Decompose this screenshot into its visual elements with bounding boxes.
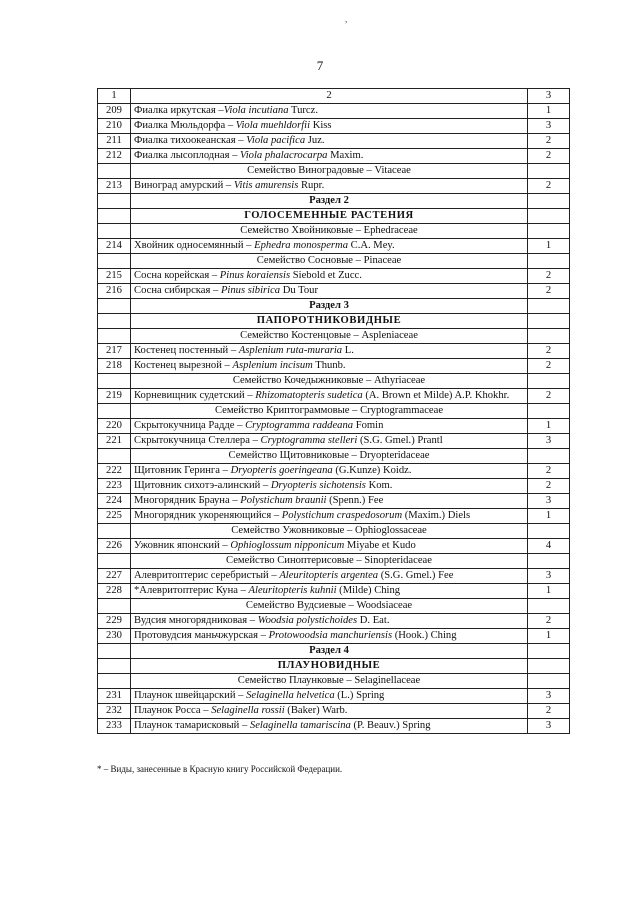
species-author: (Milde) Ching — [336, 585, 401, 596]
species-number: 215 — [98, 269, 131, 284]
status-category: 3 — [528, 494, 570, 509]
family-heading: Семейство Хвойниковые – Ephedraceae — [131, 224, 528, 239]
species-latin-name: Polystichum craspedosorum — [281, 510, 403, 521]
status-category: 1 — [528, 104, 570, 119]
species-russian-name: Фиалка Мюльдорфа – — [134, 120, 236, 131]
empty-cell — [528, 659, 570, 674]
scan-mark: , — [345, 14, 348, 24]
species-author: (Maxim.) Diels — [402, 510, 471, 521]
status-category: 1 — [528, 239, 570, 254]
species-row — [98, 419, 570, 434]
species-row — [98, 359, 570, 374]
species-row — [98, 464, 570, 479]
status-category: 2 — [528, 134, 570, 149]
species-number: 224 — [98, 494, 131, 509]
species-russian-name: Корневищник судетский – — [134, 390, 256, 401]
species-author: Turcz. — [288, 105, 318, 116]
species-number: 222 — [98, 464, 131, 479]
status-category: 2 — [528, 344, 570, 359]
species-author: Fomin — [353, 420, 384, 431]
empty-cell — [98, 224, 131, 239]
species-author: Du Tour — [280, 285, 318, 296]
status-category: 1 — [528, 584, 570, 599]
species-russian-name: Щитовник сихотэ-алинский – — [134, 480, 271, 491]
species-name — [131, 389, 528, 404]
family-heading: Семейство Кочедыжниковые – Athyriaceae — [131, 374, 528, 389]
species-author: Miyabe et Kudo — [344, 540, 416, 551]
species-russian-name: Фиалка иркутская – — [134, 105, 224, 116]
family-heading-row — [98, 554, 570, 569]
species-row — [98, 569, 570, 584]
family-heading-row — [98, 224, 570, 239]
species-name — [131, 569, 528, 584]
species-row — [98, 704, 570, 719]
family-heading-row — [98, 254, 570, 269]
species-name — [131, 149, 528, 164]
species-name — [131, 434, 528, 449]
species-number: 220 — [98, 419, 131, 434]
species-number: 226 — [98, 539, 131, 554]
species-russian-name: Сосна сибирская – — [134, 285, 221, 296]
species-number: 213 — [98, 179, 131, 194]
species-name — [131, 614, 528, 629]
header-col-2: 2 — [131, 89, 528, 104]
family-heading: Семейство Криптограммовые – Cryptogrammaceae — [131, 404, 528, 419]
species-number: 229 — [98, 614, 131, 629]
species-russian-name: Многорядник Брауна – — [134, 495, 241, 506]
empty-cell — [528, 194, 570, 209]
species-latin-name: Viola phalacrocarpa — [240, 150, 328, 161]
status-category: 2 — [528, 614, 570, 629]
species-russian-name: Алевритоптерис серебристый – — [134, 570, 280, 581]
section-heading-row — [98, 194, 570, 209]
footnote: * – Виды, занесенные в Красную книгу Российской Федерации. — [97, 764, 343, 774]
species-latin-name: Pinus sibirica — [220, 285, 281, 296]
species-russian-name: Виноград амурский – — [134, 180, 234, 191]
empty-cell — [98, 374, 131, 389]
status-category: 2 — [528, 149, 570, 164]
empty-cell — [528, 254, 570, 269]
family-heading-row — [98, 404, 570, 419]
section-heading-row — [98, 644, 570, 659]
species-number: 217 — [98, 344, 131, 359]
species-author: D. Eat. — [357, 615, 390, 626]
status-category: 2 — [528, 389, 570, 404]
empty-cell — [528, 224, 570, 239]
species-row — [98, 494, 570, 509]
species-latin-name: Ophioglossum nipponicum — [230, 540, 345, 551]
empty-cell — [98, 524, 131, 539]
species-number: 218 — [98, 359, 131, 374]
species-table — [97, 88, 570, 734]
species-name — [131, 119, 528, 134]
species-name — [131, 104, 528, 119]
species-number: 230 — [98, 629, 131, 644]
species-russian-name: Скрытокучница Радде – — [134, 420, 246, 431]
group-heading: ПАПОРОТНИКОВИДНЫЕ — [131, 314, 528, 329]
empty-cell — [528, 554, 570, 569]
species-row — [98, 119, 570, 134]
species-name — [131, 629, 528, 644]
species-name — [131, 359, 528, 374]
empty-cell — [528, 164, 570, 179]
species-number: 214 — [98, 239, 131, 254]
group-heading-row — [98, 209, 570, 224]
species-row — [98, 104, 570, 119]
family-heading-row — [98, 164, 570, 179]
species-author: L. — [342, 345, 354, 356]
species-latin-name: Cryptogramma raddeana — [245, 420, 354, 431]
species-name — [131, 584, 528, 599]
species-russian-name: Фиалка лысоплодная – — [134, 150, 241, 161]
species-author: (G.Kunze) Koidz. — [332, 465, 412, 476]
species-latin-name: Rhizomatopteris sudetica — [255, 390, 363, 401]
species-author: Juz. — [305, 135, 325, 146]
species-row — [98, 629, 570, 644]
species-author: (S.G. Gmel.) Prantl — [357, 435, 443, 446]
empty-cell — [98, 554, 131, 569]
family-heading-row — [98, 524, 570, 539]
status-category: 3 — [528, 569, 570, 584]
status-category: 3 — [528, 434, 570, 449]
family-heading: Семейство Костенцовые – Aspleniaceae — [131, 329, 528, 344]
status-category: 1 — [528, 509, 570, 524]
section-heading: Раздел 4 — [131, 644, 528, 659]
species-number: 232 — [98, 704, 131, 719]
empty-cell — [98, 404, 131, 419]
species-latin-name: Dryopteris sichotensis — [270, 480, 366, 491]
species-number: 223 — [98, 479, 131, 494]
species-author: (Spenn.) Fee — [326, 495, 384, 506]
empty-cell — [98, 254, 131, 269]
family-heading-row — [98, 599, 570, 614]
empty-cell — [528, 599, 570, 614]
species-row — [98, 344, 570, 359]
status-category: 3 — [528, 119, 570, 134]
species-number: 228 — [98, 584, 131, 599]
species-latin-name: Woodsia polystichoides — [257, 615, 358, 626]
species-author: (Hook.) Ching — [392, 630, 457, 641]
species-row — [98, 614, 570, 629]
species-name — [131, 179, 528, 194]
species-name — [131, 239, 528, 254]
empty-cell — [528, 404, 570, 419]
species-name — [131, 509, 528, 524]
species-russian-name: Фиалка тихоокеанская – — [134, 135, 247, 146]
family-heading-row — [98, 329, 570, 344]
empty-cell — [98, 209, 131, 224]
status-category: 2 — [528, 269, 570, 284]
species-name — [131, 134, 528, 149]
species-author: Kiss — [310, 120, 332, 131]
page-number: 7 — [316, 58, 324, 73]
empty-cell — [98, 659, 131, 674]
species-number: 225 — [98, 509, 131, 524]
species-russian-name: Щитовник Геринга – — [134, 465, 231, 476]
species-latin-name: Viola muehldorfii — [235, 120, 311, 131]
species-latin-name: Viola pacifica — [246, 135, 306, 146]
species-name — [131, 494, 528, 509]
species-author: (P. Beauv.) Spring — [350, 720, 431, 731]
status-category: 2 — [528, 464, 570, 479]
status-category: 1 — [528, 629, 570, 644]
empty-cell — [98, 314, 131, 329]
family-heading-row — [98, 674, 570, 689]
empty-cell — [528, 374, 570, 389]
species-number: 209 — [98, 104, 131, 119]
empty-cell — [528, 299, 570, 314]
family-heading: Семейство Синоптерисовые – Sinopteridaceae — [131, 554, 528, 569]
empty-cell — [528, 644, 570, 659]
species-russian-name: *Алевритоптерис Куна – — [134, 585, 249, 596]
section-heading: Раздел 2 — [131, 194, 528, 209]
species-latin-name: Cryptogramma stelleri — [260, 435, 358, 446]
species-number: 210 — [98, 119, 131, 134]
status-category: 2 — [528, 359, 570, 374]
species-author: Siebold et Zucc. — [290, 270, 362, 281]
species-name — [131, 464, 528, 479]
species-russian-name: Плаунок тамарисковый – — [134, 720, 250, 731]
empty-cell — [528, 314, 570, 329]
status-category: 2 — [528, 179, 570, 194]
species-russian-name: Протовудсия маньчжурская – — [134, 630, 269, 641]
species-row — [98, 284, 570, 299]
species-latin-name: Dryopteris goeringeana — [230, 465, 333, 476]
species-latin-name: Protowoodsia manchuriensis — [268, 630, 393, 641]
species-row — [98, 134, 570, 149]
species-russian-name: Хвойник односемянный – — [134, 240, 255, 251]
species-row — [98, 719, 570, 734]
species-author: (S.G. Gmel.) Fee — [378, 570, 454, 581]
species-row — [98, 239, 570, 254]
species-number: 227 — [98, 569, 131, 584]
family-heading: Семейство Сосновые – Pinaceae — [131, 254, 528, 269]
species-name — [131, 284, 528, 299]
species-author: (L.) Spring — [334, 690, 385, 701]
family-heading: Семейство Щитовниковые – Dryopteridaceae — [131, 449, 528, 464]
family-heading: Семейство Виноградовые – Vitaceae — [131, 164, 528, 179]
species-row — [98, 584, 570, 599]
species-latin-name: Pinus koraiensis — [219, 270, 291, 281]
species-name — [131, 419, 528, 434]
species-russian-name: Костенец вырезной – — [134, 360, 233, 371]
group-heading: ГОЛОСЕМЕННЫЕ РАСТЕНИЯ — [131, 209, 528, 224]
family-heading: Семейство Вудсиевые – Woodsiaceae — [131, 599, 528, 614]
empty-cell — [528, 524, 570, 539]
status-category: 1 — [528, 419, 570, 434]
species-author: Rupr. — [298, 180, 325, 191]
family-heading-row — [98, 449, 570, 464]
section-heading: Раздел 3 — [131, 299, 528, 314]
species-author: Kom. — [365, 480, 393, 491]
species-russian-name: Многорядник укореняющийся – — [134, 510, 282, 521]
species-row — [98, 269, 570, 284]
species-row — [98, 434, 570, 449]
species-number: 221 — [98, 434, 131, 449]
status-category: 2 — [528, 704, 570, 719]
species-russian-name: Вудсия многорядниковая – — [134, 615, 258, 626]
species-latin-name: Asplenium incisum — [232, 360, 313, 371]
species-number: 233 — [98, 719, 131, 734]
empty-cell — [528, 209, 570, 224]
species-russian-name: Ужовник японский – — [134, 540, 231, 551]
table-header-row — [98, 89, 570, 104]
species-name — [131, 719, 528, 734]
species-number: 211 — [98, 134, 131, 149]
family-heading-row — [98, 374, 570, 389]
section-heading-row — [98, 299, 570, 314]
status-category: 3 — [528, 719, 570, 734]
empty-cell — [98, 194, 131, 209]
header-col-3: 3 — [528, 89, 570, 104]
species-author: (A. Brown et Milde) A.P. Khokhr. — [362, 390, 510, 401]
empty-cell — [98, 599, 131, 614]
species-number: 231 — [98, 689, 131, 704]
species-latin-name: Aleuritopteris kuhnii — [248, 585, 337, 596]
family-heading: Семейство Плаунковые – Selaginellaceae — [131, 674, 528, 689]
status-category: 4 — [528, 539, 570, 554]
group-heading-row — [98, 659, 570, 674]
species-row — [98, 539, 570, 554]
species-author: (Baker) Warb. — [284, 705, 348, 716]
species-latin-name: Polystichum braunii — [240, 495, 327, 506]
species-number: 219 — [98, 389, 131, 404]
species-name — [131, 269, 528, 284]
status-category: 2 — [528, 284, 570, 299]
empty-cell — [98, 299, 131, 314]
species-name — [131, 704, 528, 719]
species-author: Thunb. — [312, 360, 346, 371]
species-row — [98, 179, 570, 194]
species-name — [131, 344, 528, 359]
species-russian-name: Плаунок швейцарский – — [134, 690, 247, 701]
species-latin-name: Aleuritopteris argentea — [279, 570, 379, 581]
species-number: 212 — [98, 149, 131, 164]
species-latin-name: Asplenium ruta-muraria — [238, 345, 343, 356]
species-russian-name: Сосна корейская – — [134, 270, 220, 281]
empty-cell — [98, 674, 131, 689]
species-row — [98, 149, 570, 164]
species-russian-name: Плаунок Росса – — [134, 705, 212, 716]
species-number: 216 — [98, 284, 131, 299]
empty-cell — [98, 164, 131, 179]
species-latin-name: Selaginella rossii — [211, 705, 285, 716]
empty-cell — [528, 674, 570, 689]
status-category: 3 — [528, 689, 570, 704]
species-latin-name: Vitis amurensis — [233, 180, 299, 191]
group-heading: ПЛАУНОВИДНЫЕ — [131, 659, 528, 674]
empty-cell — [98, 329, 131, 344]
family-heading: Семейство Ужовниковые – Ophioglossaceae — [131, 524, 528, 539]
species-row — [98, 389, 570, 404]
species-russian-name: Скрытокучница Стеллера – — [134, 435, 261, 446]
species-row — [98, 479, 570, 494]
species-row — [98, 689, 570, 704]
species-name — [131, 539, 528, 554]
species-row — [98, 509, 570, 524]
species-latin-name: Ephedra monosperma — [254, 240, 348, 251]
species-latin-name: Selaginella tamariscina — [249, 720, 351, 731]
empty-cell — [98, 449, 131, 464]
empty-cell — [528, 449, 570, 464]
status-category: 2 — [528, 479, 570, 494]
species-author: Maxim. — [327, 150, 364, 161]
empty-cell — [98, 644, 131, 659]
species-russian-name: Костенец постенный – — [134, 345, 239, 356]
species-latin-name: Viola incutiana — [223, 105, 289, 116]
species-latin-name: Selaginella helvetica — [246, 690, 335, 701]
group-heading-row — [98, 314, 570, 329]
empty-cell — [528, 329, 570, 344]
species-name — [131, 479, 528, 494]
species-author: C.A. Mey. — [348, 240, 395, 251]
species-name — [131, 689, 528, 704]
header-col-1: 1 — [98, 89, 131, 104]
